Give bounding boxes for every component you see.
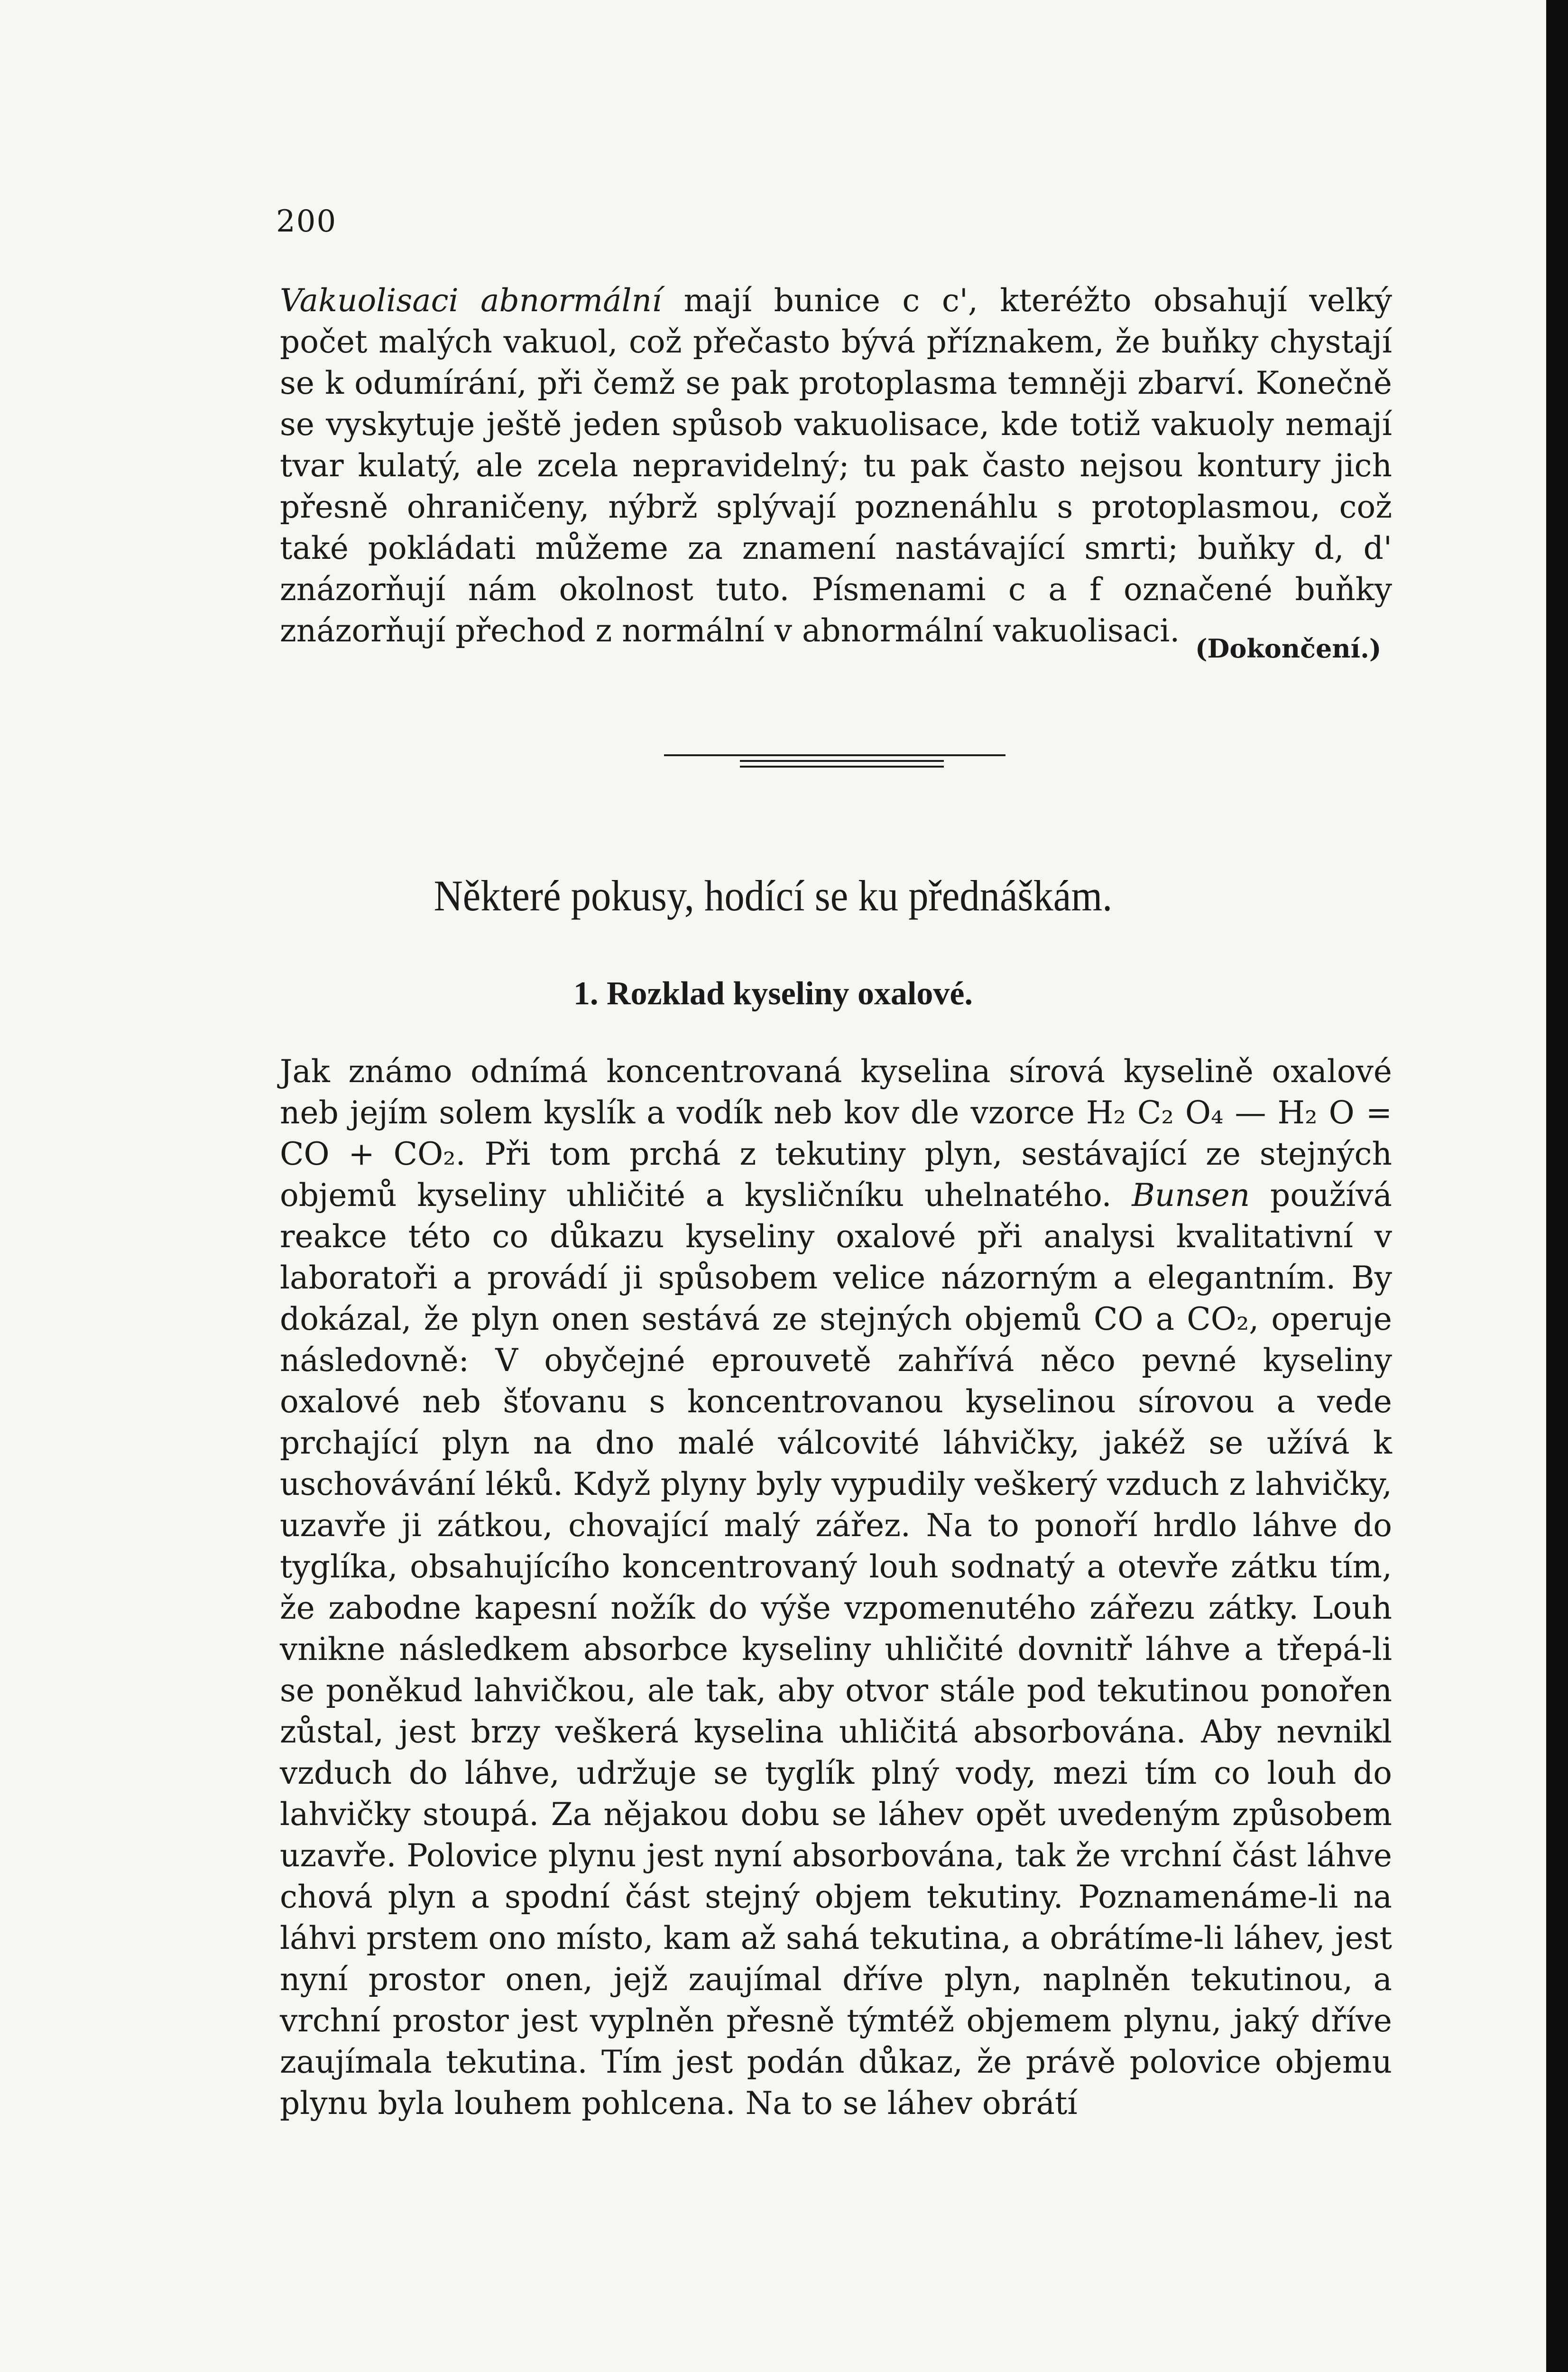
chemical-formula: H₂ C₂ O₄ — H₂ O = CO + CO₂. (280, 1094, 1393, 1172)
main-text-part3: používá reakce této co důkazu kyseliny oxalové při analysi kvalitativní v laboratoři a provádí ji spůsobem velice názorným a elegantním. By dokázal, že plyn onen sestává ze stejných objemů CO a CO₂, operuje následovně: V obyčejné eprouvetě zahřívá něco pevné kyseliny oxalové neb šťovanu s koncentrovanou kyselinou sírovou a vede prchající plyn na dno malé válcovité láhvičky, jakéž se užívá k uschovávání léků. Když plyny byly vypudily veškerý vzduch z lahvičky, uzavře ji zátkou, chovající malý zářez. Na to ponoří hrdlo láhve do tyglíka, obsahujícího koncentrovaný louh sodnatý a otevře zátku tím, že zabodne kapesní nožík do výše vzpomenutého zářezu zátky. Louh vnikne následkem absorbce kyseliny uhličité dovnitř láhve a třepá-li se poněkud lahvičkou, ale tak, aby otvor stále pod tekutinou ponořen zůstal, jest brzy veškerá kyselina uhličitá absorbována. Aby nevnikl vzduch do láhve, udržuje se tyglík plný vody, mezi tím co louh do lahvičky stoupá. Za nějakou dobu se láhev opět uvedeným způsobem uzavře. Polovice plynu jest nyní absorbována, tak že vrchní část láhve chová plyn a spodní část stejný objem tekutiny. Poznamenáme-li na láhvi prstem ono místo, kam až sahá tekutina, a obrátíme-li láhev, jest nyní prostor onen, jejž zaujímal dříve plyn, naplněn tekutinou, a vrchní prostor jest vyplněn přesně týmtéž objemem plynu, jaký dříve zaujímala tekutina. Tím jest podán důkaz, že právě polovice objemu plynu byla louhem pohlcena. Na to se láhev obrátí (280, 1177, 1393, 2122)
section-title: 1. Rozklad kyseliny oxalové. (573, 975, 973, 1012)
bunsen-name: Bunsen (1132, 1177, 1250, 1214)
intro-text: mají bunice c c', kteréžto obsahují velký počet malých vakuol, což přečasto bývá příznakem, že buňky chystají se k odumírání, při čemž se pak protoplasma temněji zbarví. Konečně se vyskytuje ještě jeden spůsob vakuolisace, kde totiž vakuoly nemají tvar kulatý, ale zcela nepravidelný; tu pak často nejsou kontury jich přesně ohraničeny, nýbrž splývají poznenáhlu s protoplasmou, což také pokládati můžeme za znamení nastávající smrti; buňky d, d' znázorňují nám okolnost tuto. Písmenami c a f označené buňky znázorňují přechod z normální v abnormální vakuolisaci. (280, 282, 1392, 649)
main-text-part1: Jak známo odnímá koncentrovaná kyselina sírová kyselině oxalové neb jejím solem kyslík a vodík neb kov dle vzorce (280, 1053, 1392, 1131)
intro-italic-lead: Vakuolisaci abnormální (280, 282, 662, 319)
scan-edge-border (1546, 0, 1568, 2372)
main-paragraph (280, 1051, 1392, 2124)
closing-note: (Dokončení.) (1195, 633, 1382, 664)
main-text-part2: Při tom prchá z tekutiny plyn, sestávající ze stejných objemů kyseliny uhličité a kysličníku uhelnatého. (280, 1136, 1393, 1214)
divider-rule-top (664, 754, 1005, 756)
divider-rule-middle (740, 760, 944, 762)
intro-paragraph (280, 280, 1392, 651)
page-number: 200 (276, 204, 337, 239)
divider-rule-bottom (740, 766, 944, 768)
article-title: Některé pokusy, hodící se ku přednáškám. (434, 871, 1113, 920)
